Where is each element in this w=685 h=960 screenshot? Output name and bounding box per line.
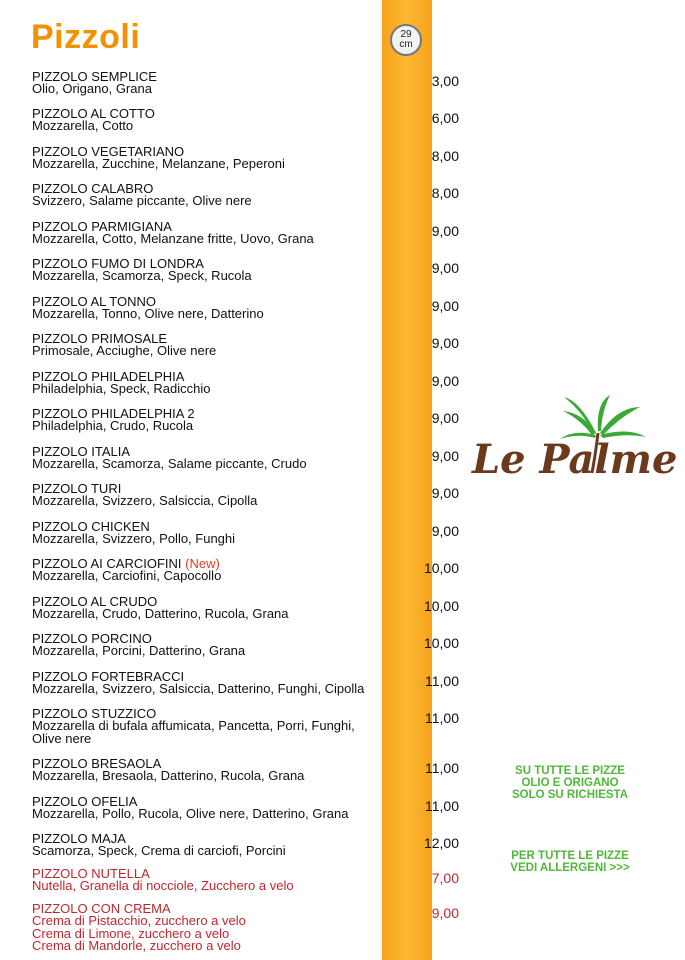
- item-description: Crema di Pistacchio, zucchero a velo: [32, 913, 246, 928]
- menu-item: [32, 866, 459, 893]
- olive-oil-note: SU TUTTE LE PIZZE OLIO E ORIGANO SOLO SU RICHIESTA: [511, 765, 629, 801]
- item-description: Mozzarella, Svizzero, Salsiccia, Cipolla: [32, 493, 258, 508]
- item-description: Crema di Limone, zucchero a velo: [32, 925, 230, 941]
- menu-item: [32, 631, 459, 658]
- item-description: Philadelphia, Crudo, Rucola: [32, 418, 194, 433]
- item-description: Mozzarella, Bresaola, Datterino, Rucola, Grana: [32, 768, 305, 783]
- item-price: 9,00: [431, 485, 459, 501]
- menu-item: [32, 181, 459, 208]
- menu-item: [32, 369, 459, 396]
- item-price: 9,00: [431, 905, 459, 921]
- item-description: Mozzarella, Scamorza, Speck, Rucola: [32, 268, 252, 283]
- item-price: 9,00: [431, 410, 459, 426]
- item-name-text: PIZZOLO OFELIA: [32, 794, 138, 809]
- item-price: 6,00: [431, 110, 459, 126]
- item-description: Mozzarella, Svizzero, Salsiccia, Datterino, Funghi, Cipolla: [32, 681, 365, 696]
- item-description: Nutella, Granella di nocciole, Zucchero a velo: [32, 878, 294, 893]
- item-price: 10,00: [423, 598, 459, 614]
- item-name-text: PIZZOLO VEGETARIANO: [32, 144, 185, 159]
- item-name-text: PIZZOLO NUTELLA: [32, 866, 150, 881]
- menu-item: [32, 556, 459, 583]
- item-description: Mozzarella, Cotto: [32, 118, 134, 133]
- item-name-text: PIZZOLO CON CREMA: [32, 901, 171, 916]
- item-price: 9,00: [431, 298, 459, 314]
- item-name-text: PIZZOLO FUMO DI LONDRA: [32, 256, 204, 271]
- item-description: Mozzarella, Zucchine, Melanzane, Peperoni: [32, 156, 285, 171]
- item-name-text: PIZZOLO MAJA: [32, 831, 126, 846]
- item-price: 9,00: [431, 373, 459, 389]
- new-badge: (New): [185, 556, 220, 571]
- item-price: 9,00: [431, 448, 459, 464]
- menu-item: [32, 294, 459, 321]
- menu-item: [32, 406, 459, 433]
- item-description: Mozzarella, Pollo, Rucola, Olive nere, Datterino, Grana: [32, 806, 349, 821]
- item-description: Svizzero, Salame piccante, Olive nere: [32, 193, 252, 208]
- item-price: 10,00: [423, 635, 459, 651]
- item-price: 11,00: [425, 673, 459, 689]
- item-description: Primosale, Acciughe, Olive nere: [32, 343, 217, 358]
- item-price: 11,00: [425, 798, 459, 814]
- menu-item: [32, 481, 459, 508]
- size-unit: cm: [399, 39, 413, 50]
- menu-item: [32, 256, 459, 283]
- item-name-text: PIZZOLO STUZZICO: [32, 706, 157, 721]
- logo-text: Le Palme: [472, 436, 678, 483]
- item-price: 7,00: [431, 870, 459, 886]
- item-description: Mozzarella, Carciofini, Capocollo: [32, 568, 222, 583]
- item-price: 11,00: [425, 710, 459, 726]
- item-price: 11,00: [425, 760, 459, 776]
- item-name-text: PIZZOLO FORTEBRACCI: [32, 669, 185, 684]
- menu-item: [32, 831, 459, 858]
- item-description: Philadelphia, Speck, Radicchio: [32, 381, 211, 396]
- item-description: Crema di Mandorle, zucchero a velo: [32, 938, 241, 953]
- menu-item: [32, 794, 459, 821]
- item-name-text: PIZZOLO AI CARCIOFINI: [32, 556, 182, 571]
- item-price: 10,00: [423, 560, 459, 576]
- menu-item: [32, 69, 459, 96]
- menu-item: [32, 901, 459, 953]
- item-name-text: PIZZOLO CHICKEN: [32, 519, 150, 534]
- size-badge: [390, 24, 422, 56]
- item-description: Olive nere: [32, 730, 92, 746]
- menu-item: [32, 756, 459, 783]
- menu-item: [32, 144, 459, 171]
- item-price: 8,00: [431, 148, 459, 164]
- menu-item: [32, 219, 459, 246]
- menu-item: [32, 106, 459, 133]
- menu-item: [32, 594, 459, 621]
- item-price: 9,00: [431, 523, 459, 539]
- item-description: Mozzarella, Tonno, Olive nere, Datterino: [32, 306, 264, 321]
- menu-item: [32, 706, 459, 746]
- item-name-text: PIZZOLO TURI: [32, 481, 122, 496]
- item-name-text: PIZZOLO PHILADELPHIA 2: [32, 406, 195, 421]
- item-description: Mozzarella, Crudo, Datterino, Rucola, Grana: [32, 606, 289, 621]
- item-name-text: PIZZOLO CALABRO: [32, 181, 154, 196]
- item-price: 8,00: [431, 185, 459, 201]
- item-name-text: PIZZOLO PHILADELPHIA: [32, 369, 185, 384]
- palm-tree-icon: [468, 393, 678, 493]
- item-price: 3,00: [431, 73, 459, 89]
- menu-item: [32, 669, 459, 696]
- item-name-text: PIZZOLO ITALIA: [32, 444, 131, 459]
- item-name-text: PIZZOLO AL CRUDO: [32, 594, 158, 609]
- allergen-note[interactable]: PER TUTTE LE PIZZE VEDI ALLERGENI >>>: [510, 850, 630, 874]
- item-name-text: PIZZOLO AL TONNO: [32, 294, 157, 309]
- size-value: 29: [400, 29, 412, 40]
- menu-item: [32, 331, 459, 358]
- item-description: Scamorza, Speck, Crema di carciofi, Porcini: [32, 843, 286, 858]
- item-description: Mozzarella, Svizzero, Pollo, Funghi: [32, 531, 236, 546]
- item-name-text: PIZZOLO PRIMOSALE: [32, 331, 168, 346]
- item-price: 12,00: [423, 835, 459, 851]
- item-price: 9,00: [431, 260, 459, 276]
- item-name-text: PIZZOLO AL COTTO: [32, 106, 155, 121]
- item-price: 9,00: [431, 223, 459, 239]
- item-name-text: PIZZOLO PORCINO: [32, 631, 152, 646]
- item-name-text: PIZZOLO PARMIGIANA: [32, 219, 172, 234]
- page-title: Pizzoli: [31, 18, 141, 56]
- item-name-text: PIZZOLO BRESAOLA: [32, 756, 162, 771]
- menu-item: [32, 519, 459, 546]
- item-description: Mozzarella, Cotto, Melanzane fritte, Uovo, Grana: [32, 231, 314, 246]
- item-description: Mozzarella, Scamorza, Salame piccante, Crudo: [32, 456, 307, 471]
- item-description: Mozzarella, Porcini, Datterino, Grana: [32, 643, 246, 658]
- item-price: 9,00: [431, 335, 459, 351]
- menu-item: [32, 444, 459, 471]
- item-name-text: PIZZOLO SEMPLICE: [32, 69, 157, 84]
- item-description: Olio, Origano, Grana: [32, 81, 152, 96]
- item-description: Mozzarella di bufala affumicata, Pancetta, Porri, Funghi,: [32, 718, 355, 733]
